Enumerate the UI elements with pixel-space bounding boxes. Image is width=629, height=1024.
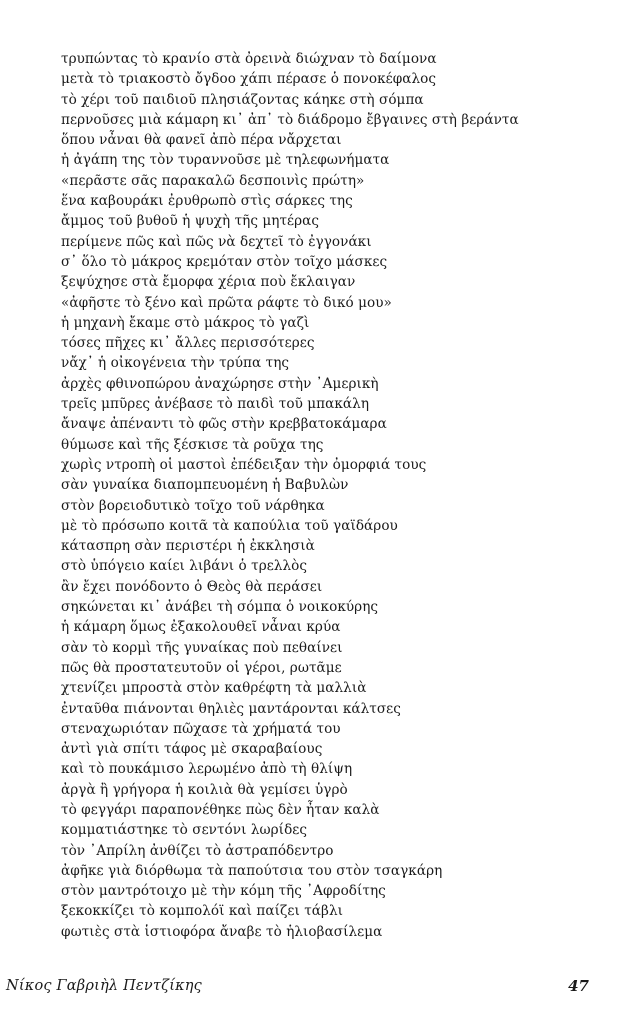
poem-line: στὸν βορειοδυτικὸ τοῖχο τοῦ νάρθηκα (61, 497, 325, 514)
poem-line: «περᾶστε σᾶς παρακαλῶ δεσποινὶς πρώτη» (61, 172, 365, 189)
poem-line: στὸν μαντρότοιχο μὲ τὴν κόμη τῆς ᾿Αφροδίτης (61, 883, 386, 900)
page-number: 47 (568, 977, 589, 995)
poem-body (61, 49, 621, 942)
poem-line: μετὰ τὸ τριακοστὸ ὄγδοο χάπι πέρασε ὁ πονοκέφαλος (61, 71, 437, 88)
poem-line: ἄμμος τοῦ βυθοῦ ἡ ψυχὴ τῆς μητέρας (61, 213, 320, 230)
poem-line: στὸ ὑπόγειο καίει λιβάνι ὁ τρελλὸς (61, 558, 308, 575)
poem-line: χτενίζει μπροστὰ στὸν καθρέφτη τὰ μαλλιὰ (61, 680, 367, 697)
poem-line: τρυπώντας τὸ κρανίο στὰ ὀρεινὰ διώχναν τὸ δαίμονα (61, 51, 437, 67)
page-footer (6, 973, 589, 999)
poem-line: ἄναψε ἀπέναντι τὸ φῶς στὴν κρεββατοκάμαρα (61, 416, 387, 433)
poem-line: τόσες πῆχες κι᾿ ἄλλες περισσότερες (61, 335, 315, 352)
poem-line: ἀφῆκε γιὰ διόρθωμα τὰ παπούτσια του στὸν τσαγκάρη (61, 862, 443, 879)
poem-line: κάτασπρη σὰν περιστέρι ἡ ἐκκλησιὰ (61, 538, 315, 555)
poem-line: πῶς θὰ προστατευτοῦν οἱ γέροι, ρωτᾶμε (61, 659, 342, 676)
poem-line: σηκώνεται κι᾿ ἀνάβει τὴ σόμπα ὁ νοικοκύρης (61, 599, 379, 616)
poem-line: ξεψύχησε στὰ ἔμορφα χέρια ποὺ ἔκλαιγαν (61, 274, 356, 291)
poem-line: ξεκοκκίζει τὸ κομπολόϊ καὶ παίζει τάβλι (61, 903, 343, 920)
poem-line: «ἀφῆστε τὸ ξένο καὶ πρῶτα ράφτε τὸ δικό μου» (61, 294, 392, 311)
poem-line: ἂν ἔχει πονόδοντο ὁ Θεὸς θὰ περάσει (61, 578, 323, 595)
poem-line: σὰν γυναίκα διαπομπευομένη ἡ Βαβυλὼν (61, 477, 349, 494)
poem-line: περίμενε πῶς καὶ πῶς νὰ δεχτεῖ τὸ ἐγγονάκι (61, 233, 372, 250)
poem-line: τὸ χέρι τοῦ παιδιοῦ πλησιάζοντας κάηκε στὴ σόμπα (61, 91, 424, 108)
poem-line: ἀρχὲς φθινοπώρου ἀναχώρησε στὴν ᾿Αμερικὴ (61, 375, 379, 392)
poem-line: ἡ μηχανὴ ἔκαμε στὸ μάκρος τὸ γαζὶ (61, 314, 310, 331)
poem-line: στεναχωριόταν πῶχασε τὰ χρήματά του (61, 720, 341, 737)
poem-line: φωτιὲς στὰ ἱστιοφόρα ἄναβε τὸ ἡλιοβασίλεμα (61, 923, 383, 940)
poem-line: νἄχ᾿ ἡ οἰκογένεια τὴν τρύπα της (61, 355, 290, 372)
poem-line: ἡ κάμαρη ὅμως ἐξακολουθεῖ νἆναι κρύα (61, 619, 341, 636)
poem-line: ἐνταῦθα πιάνονται θηλιὲς μαντάρονται κάλτσες (61, 700, 401, 717)
poem-line: περνοῦσες μιὰ κάμαρη κι᾿ ἀπ᾿ τὸ διάδρομο ἔβγαινες στὴ βεράντα (61, 111, 519, 128)
poem-line: ἀργὰ ἢ γρήγορα ἡ κοιλιὰ θὰ γεμίσει ὑγρὸ (61, 781, 348, 798)
poem-line: τρεῖς μπῦρες ἀνέβασε τὸ παιδὶ τοῦ μπακάλη (61, 396, 370, 413)
poem-line: ὅπου νἆναι θὰ φανεῖ ἀπὸ πέρα νἄρχεται (61, 132, 342, 149)
poem-line: ἀντὶ γιὰ σπίτι τάφος μὲ σκαραβαίους (61, 741, 323, 758)
poem-line: σ᾿ ὅλο τὸ μάκρος κρεμόταν στὸν τοῖχο μάσκες (61, 253, 388, 270)
poem-line: τὸ φεγγάρι παραπονέθηκε πὼς δὲν ἦταν καλὰ (61, 801, 380, 818)
poem-line: ἕνα καβουράκι ἐρυθρωπὸ στὶς σάρκες της (61, 193, 353, 210)
poem-line: κομματιάστηκε τὸ σεντόνι λωρίδες (61, 822, 308, 839)
poem-line: χωρὶς ντροπὴ οἱ μαστοὶ ἐπέδειξαν τὴν ὀμορφιά τους (61, 456, 427, 473)
poem-line: θύμωσε καὶ τῆς ξέσκισε τὰ ροῦχα της (61, 436, 324, 453)
poem-line: μὲ τὸ πρόσωπο κοιτᾶ τὰ καπούλια τοῦ γαϊδάρου (61, 517, 398, 534)
poem-line: ἡ ἀγάπη της τὸν τυραννοῦσε μὲ τηλεφωνήματα (61, 152, 390, 169)
poem-line: σὰν τὸ κορμὶ τῆς γυναίκας ποὺ πεθαίνει (61, 639, 343, 656)
poem-line: τὸν ᾿Απρίλη ἀνθίζει τὸ ἀστραπόδεντρο (61, 842, 334, 859)
poem-line: καὶ τὸ πουκάμισο λερωμένο ἀπὸ τὴ θλίψη (61, 761, 353, 778)
author-name: Νίκος Γαβριὴλ Πεντζίκης (6, 978, 202, 994)
